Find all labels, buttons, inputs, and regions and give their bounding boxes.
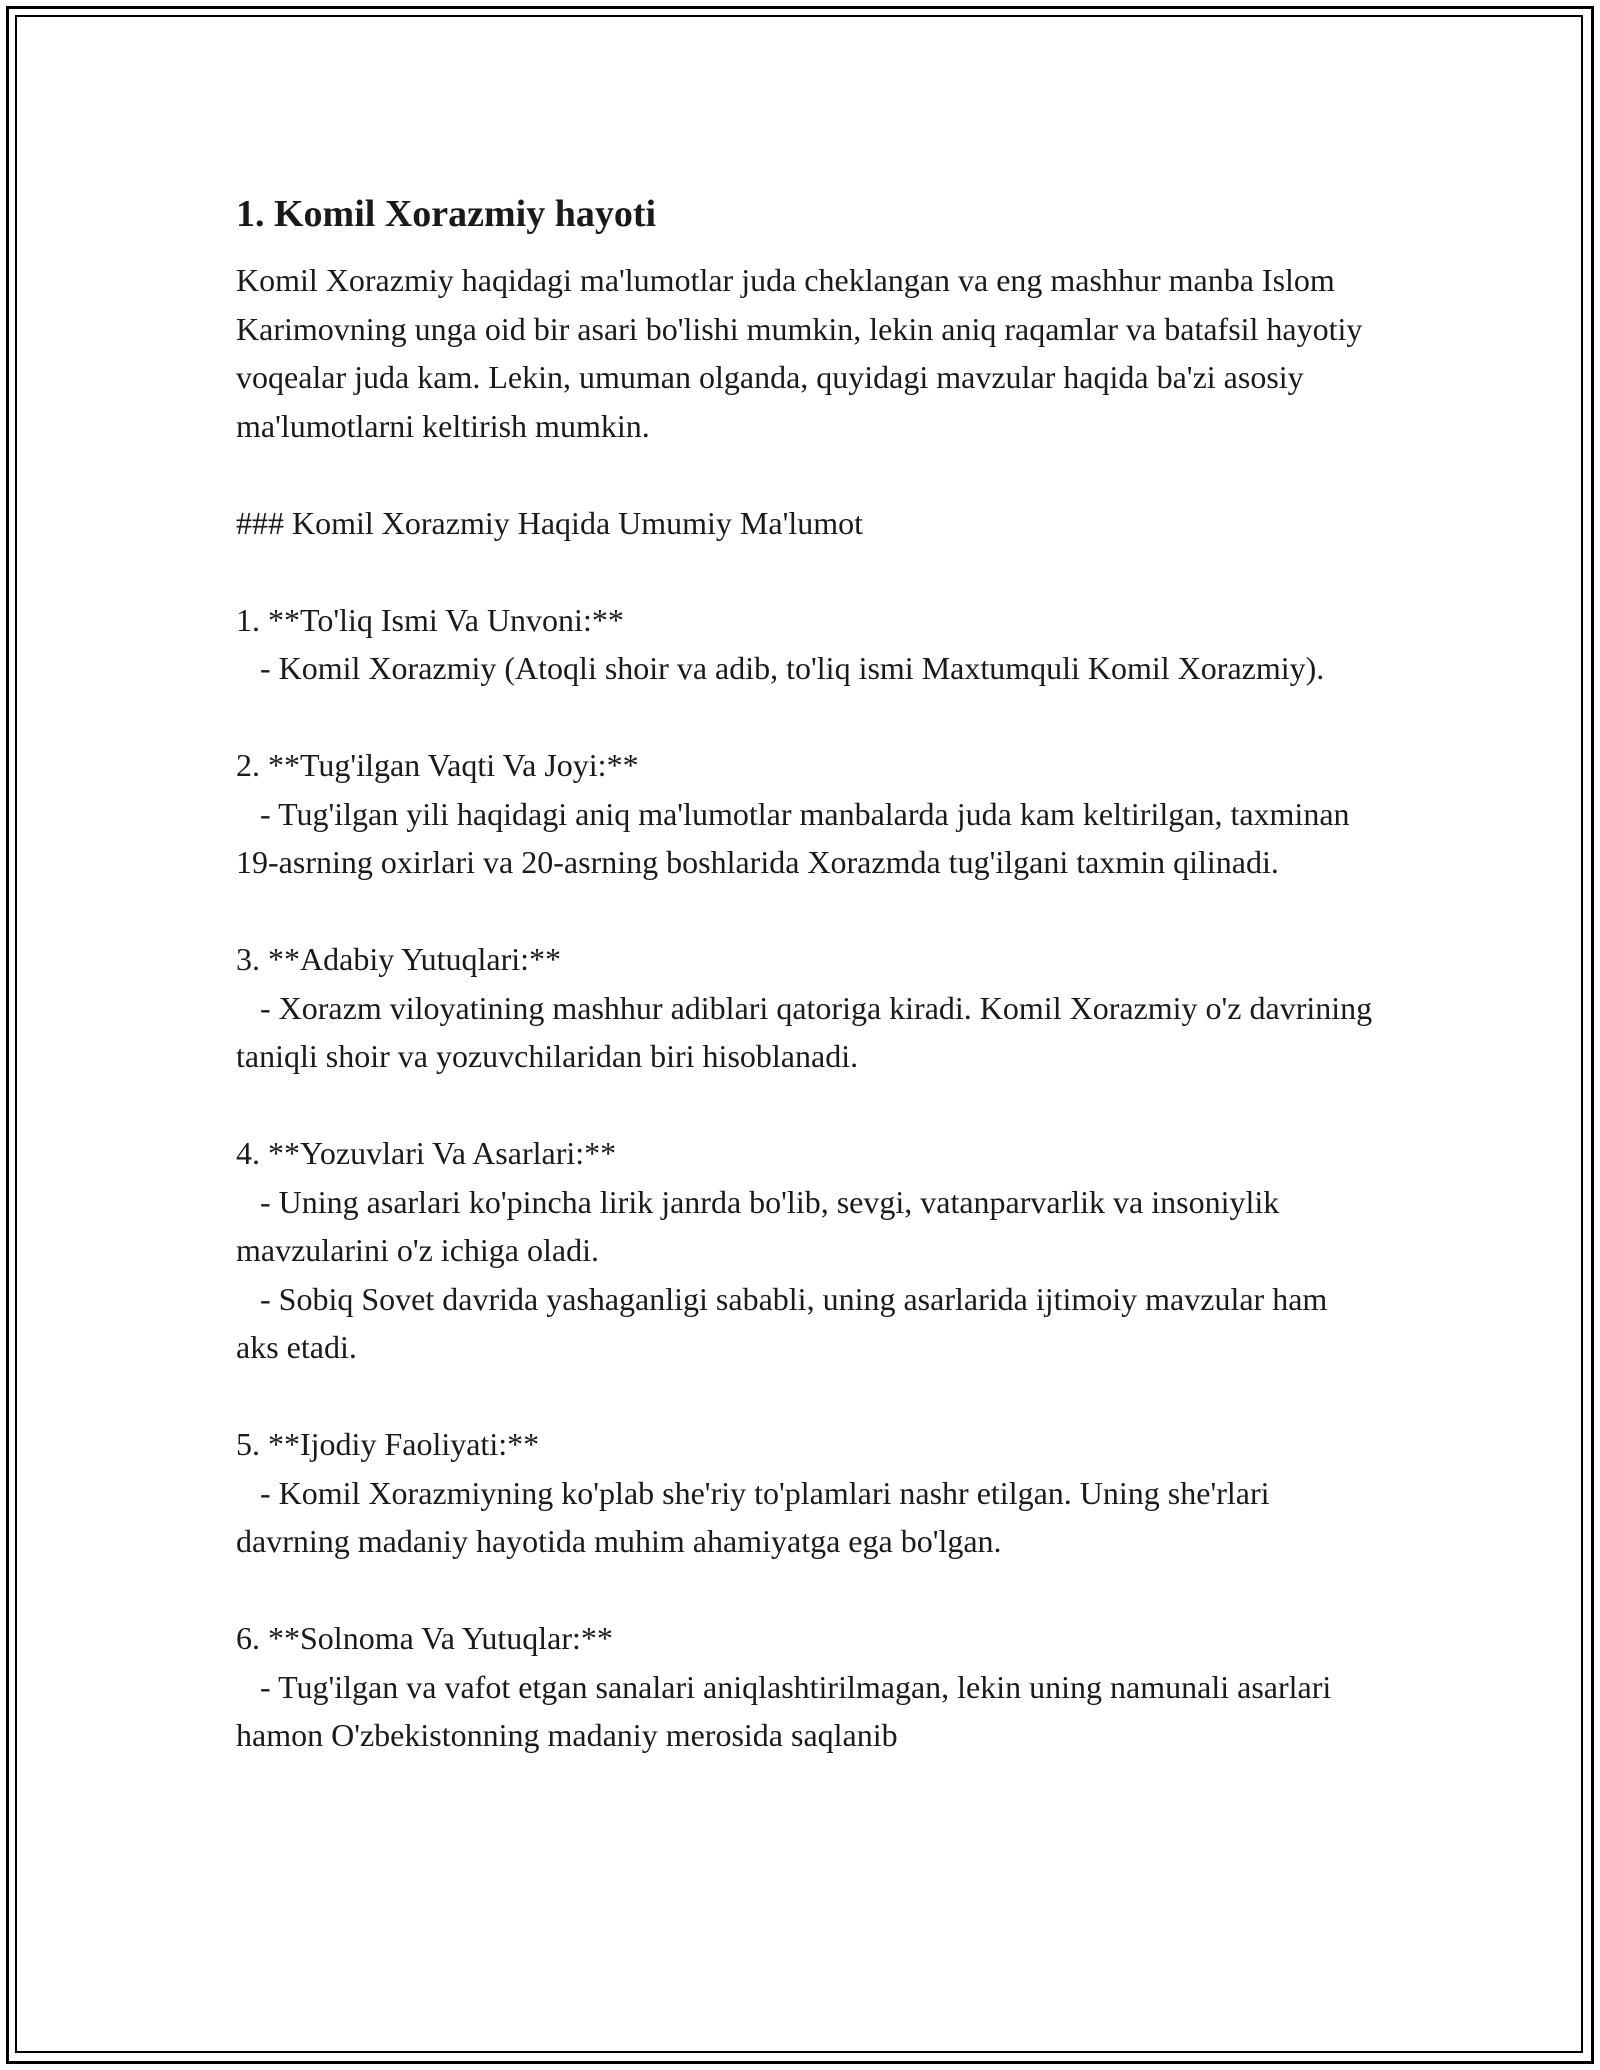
document-body (236, 184, 1376, 1760)
body-text: Komil Xorazmiy haqidagi ma'lumotlar juda cheklangan va eng mashhur manba Islom Karimovning unga oid bir asari bo'lishi mumkin, lekin aniq raqamlar va batafsil hayotiy voqealar juda kam. Lekin, umuman olganda, quyidagi mavzular haqida ba'zi asosiy ma'lumotlarni keltirish mumkin. ### Komil Xorazmiy Haqida Umumiy Ma'lumot 1. **To'liq Ismi Va Unvoni:** - Komil Xorazmiy (Atoqli shoir va adib, to'liq ismi Maxtumquli Komil Xorazmiy). 2. **Tug'ilgan Vaqti Va Joyi:** - Tug'ilgan yili haqidagi aniq ma'lumotlar manbalarda juda kam keltirilgan, taxminan 19-asrning oxirlari va 20-asrning boshlarida Xorazmda tug'ilgani taxmin qilinadi. 3. **Adabiy Yutuqlari:** - Xorazm viloyatining mashhur adiblari qatoriga kiradi. Komil Xorazmiy o'z davrining taniqli shoir va yozuvchilaridan biri hisoblanadi. 4. **Yozuvlari Va Asarlari:** - Uning asarlari ko'pincha lirik janrda bo'lib, sevgi, vatanparvarlik va insoniylik mavzularini o'z ichiga oladi. - Sobiq Sovet davrida yashaganligi sababli, uning asarlarida ijtimoiy mavzular ham aks etadi. 5. **Ijodiy Faoliyati:** - Komil Xorazmiyning ko'plab she'riy to'plamlari nashr etilgan. Uning she'rlari davrning madaniy hayotida muhim ahamiyatga ega bo'lgan. 6. **Solnoma Va Yutuqlar:** - Tug'ilgan va vafot etgan sanalari aniqlashtirilmagan, lekin uning namunali asarlari hamon O'zbekistonning madaniy merosida saqlanib (236, 262, 1373, 1753)
page-title: 1. Komil Xorazmiy hayoti (236, 193, 657, 235)
